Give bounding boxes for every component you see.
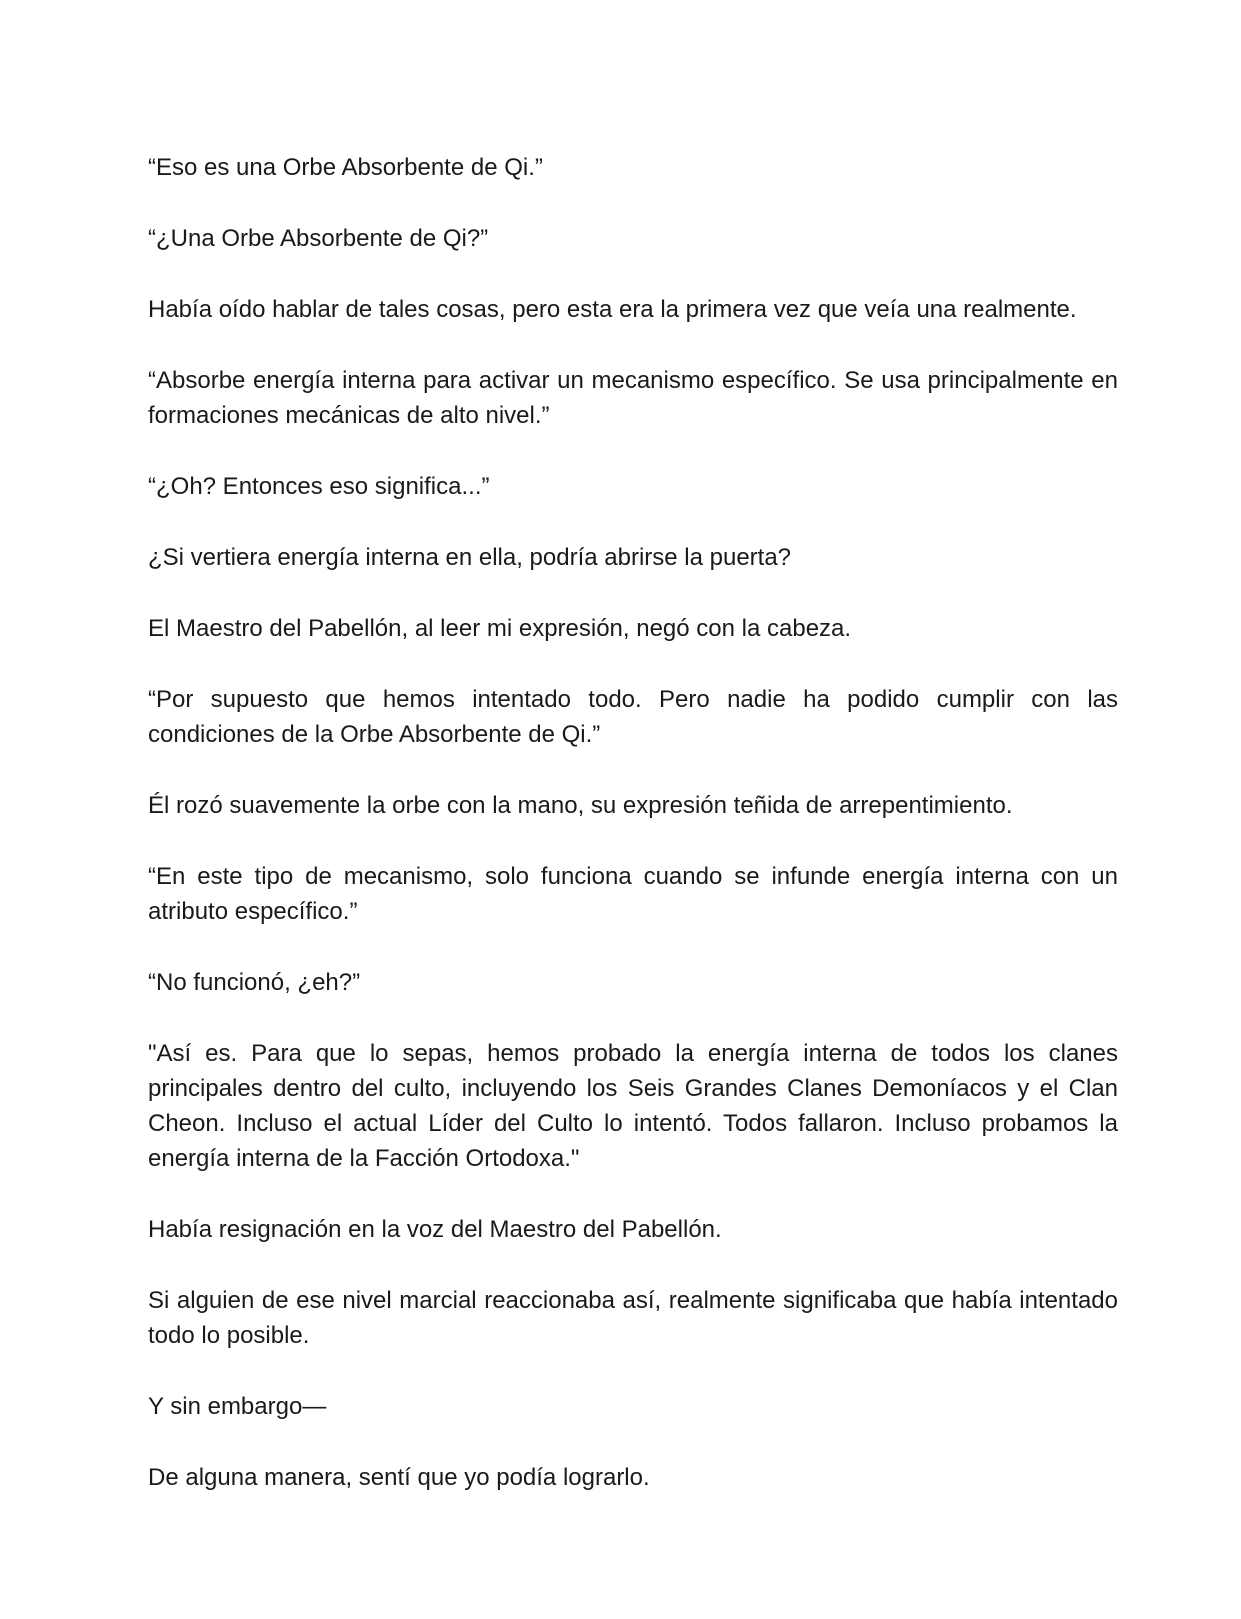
paragraph: Y sin embargo— [148, 1393, 327, 1420]
document-page [148, 150, 1118, 1531]
paragraph: “Absorbe energía interna para activar un mecanismo específico. Se usa principalmente en formaciones mecánicas de alto nivel.” [148, 367, 1118, 429]
paragraph: Él rozó suavemente la orbe con la mano, su expresión teñida de arrepentimiento. [148, 792, 1013, 819]
paragraph: "Así es. Para que lo sepas, hemos probado la energía interna de todos los clanes principales dentro del culto, incluyendo los Seis Grandes Clanes Demoníacos y el Clan Cheon. Incluso el actual Líder del Culto lo intentó. Todos fallaron. Incluso probamos la energía interna de la Facción Ortodoxa." [148, 1040, 1118, 1172]
paragraph: “¿Una Orbe Absorbente de Qi?” [148, 225, 489, 252]
paragraph: “¿Oh? Entonces eso significa...” [148, 473, 490, 500]
paragraph: “Por supuesto que hemos intentado todo. Pero nadie ha podido cumplir con las condiciones de la Orbe Absorbente de Qi.” [148, 686, 1118, 748]
paragraph: ¿Si vertiera energía interna en ella, podría abrirse la puerta? [148, 544, 792, 571]
paragraph: “En este tipo de mecanismo, solo funciona cuando se infunde energía interna con un atributo específico.” [148, 863, 1118, 925]
paragraph: Si alguien de ese nivel marcial reaccionaba así, realmente significaba que había intentado todo lo posible. [148, 1287, 1118, 1349]
paragraph: Había resignación en la voz del Maestro del Pabellón. [148, 1216, 722, 1243]
paragraph: De alguna manera, sentí que yo podía lograrlo. [148, 1464, 650, 1491]
paragraph: Había oído hablar de tales cosas, pero esta era la primera vez que veía una realmente. [148, 296, 1077, 323]
paragraph: “Eso es una Orbe Absorbente de Qi.” [148, 154, 543, 181]
paragraph: El Maestro del Pabellón, al leer mi expresión, negó con la cabeza. [148, 615, 852, 642]
paragraph: “No funcionó, ¿eh?” [148, 969, 361, 996]
